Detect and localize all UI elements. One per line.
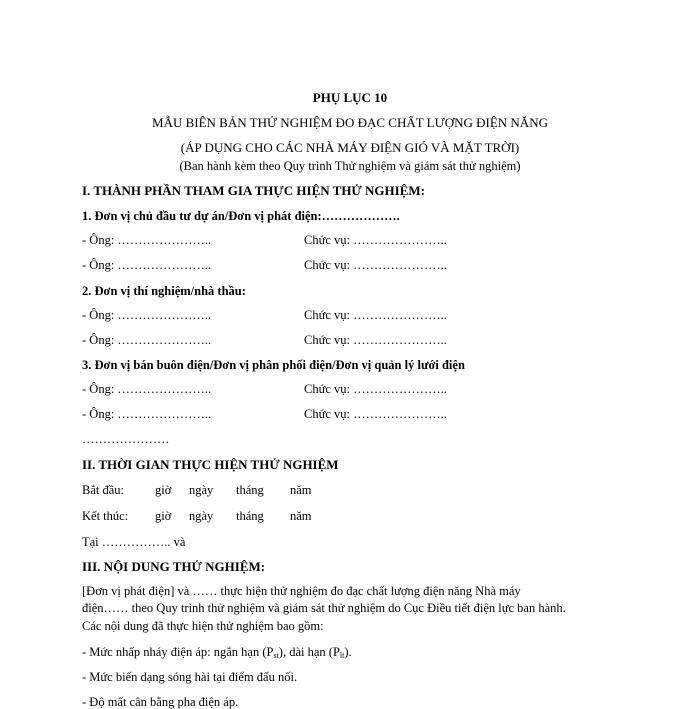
place-line: Tại …………….. và — [82, 535, 186, 549]
trailing-dots: ………………… — [82, 432, 170, 446]
party3-title: 3. Đơn vị bán buôn điện/Đơn vị phân phối điện/Đơn vị quản lý lưới điện — [82, 358, 465, 372]
paragraph-line2: điện…… theo Quy trình thử nghiệm và giám sát thử nghiệm do Cục Điều tiết điện lực ban hành. — [82, 601, 566, 615]
start-hour: giờ — [155, 483, 172, 497]
plt-subscript: lt — [339, 651, 345, 660]
section3-heading: III. NỘI DUNG THỬ NGHIỆM: — [82, 559, 266, 574]
bullet-harmonics: - Mức biến dạng sóng hài tại điểm đấu nối. — [82, 670, 298, 684]
end-day: ngày — [189, 509, 214, 523]
party1-position2: Chức vụ: ………………….. — [304, 258, 447, 272]
section2-heading: II. THỜI GIAN THỰC HIỆN THỬ NGHIỆM — [82, 457, 339, 472]
pst-subscript: st — [273, 651, 279, 660]
party1-title: 1. Đơn vị chủ đầu tư dự án/Đơn vị phát điện:………………. — [82, 209, 400, 223]
section1-heading: I. THÀNH PHẦN THAM GIA THỰC HIỆN THỬ NGHIỆM: — [82, 183, 425, 198]
paragraph-line3: Các nội dung đã thực hiện thử nghiệm bao gồm: — [82, 619, 324, 633]
party3-person1: - Ông: ………………….. — [82, 382, 212, 396]
party2-position2: Chức vụ: ………………….. — [304, 333, 447, 347]
appendix-number: PHỤ LỤC 10 — [312, 90, 388, 105]
issued-note: (Ban hành kèm theo Quy trình Thử nghiệm và giám sát thử nghiệm) — [179, 159, 521, 173]
bullet-flicker-end: ). — [344, 645, 352, 659]
bullet-flicker-text: - Mức nhấp nháy điện áp: ngắn hạn (P — [82, 645, 274, 659]
start-label: Bắt đầu: — [82, 483, 125, 497]
party3-position1: Chức vụ: ………………….. — [304, 382, 447, 396]
bullet-flicker-mid: ), dài hạn (P — [278, 645, 340, 659]
end-label: Kết thúc: — [82, 509, 129, 523]
end-hour: giờ — [155, 509, 172, 523]
document-scope: (ÁP DỤNG CHO CÁC NHÀ MÁY ĐIỆN GIÓ VÀ MẶT TRỜI) — [180, 140, 520, 155]
party2-position1: Chức vụ: ………………….. — [304, 308, 447, 322]
party3-person2: - Ông: ………………….. — [82, 407, 212, 421]
start-day: ngày — [189, 483, 214, 497]
party3-position2: Chức vụ: ………………….. — [304, 407, 447, 421]
bullet-flicker — [82, 646, 352, 660]
paragraph-line1: [Đơn vị phát điện] và …… thực hiện thử nghiệm đo đạc chất lượng điện năng Nhà máy — [82, 584, 521, 598]
party1-person2: - Ông: ………………….. — [82, 258, 212, 272]
bullet-imbalance: - Độ mất cân bằng pha điện áp. — [82, 695, 239, 709]
end-month: tháng — [236, 509, 264, 523]
party2-title: 2. Đơn vị thí nghiệm/nhà thầu: — [82, 284, 246, 298]
document-title: MẪU BIÊN BẢN THỬ NGHIỆM ĐO ĐẠC CHẤT LƯỢNG ĐIỆN NĂNG — [152, 115, 548, 130]
party2-person1: - Ông: ………………….. — [82, 308, 212, 322]
start-year: năm — [290, 483, 312, 497]
end-year: năm — [290, 509, 312, 523]
party1-person1: - Ông: ………………….. — [82, 233, 212, 247]
party1-position1: Chức vụ: ………………….. — [304, 233, 447, 247]
party2-person2: - Ông: ………………….. — [82, 333, 212, 347]
start-month: tháng — [236, 483, 264, 497]
